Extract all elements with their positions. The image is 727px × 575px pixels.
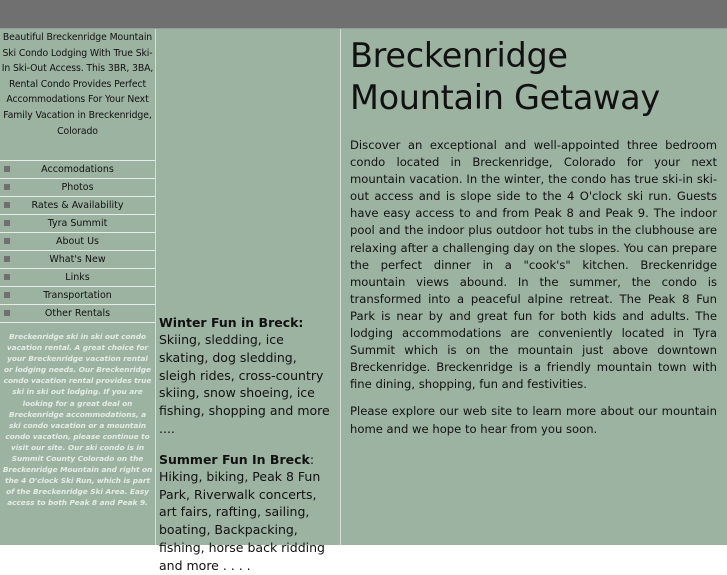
nav-label: Photos xyxy=(61,182,94,193)
nav-label: What's New xyxy=(49,254,106,265)
title-line-1: Breckenridge xyxy=(350,36,568,75)
nav-item-whats-new[interactable] xyxy=(0,251,155,269)
nav-item-about-us[interactable] xyxy=(0,233,155,251)
title-line-2: Mountain Getaway xyxy=(350,78,660,117)
description-paragraph-2: Please explore our web site to learn more about our mountain home and we hope to hear from you soon. xyxy=(350,404,717,436)
bullet-icon xyxy=(4,274,10,280)
winter-section xyxy=(159,314,337,438)
middle-column xyxy=(156,29,341,573)
nav-label: Other Rentals xyxy=(44,308,111,319)
nav-label: Links xyxy=(65,272,90,283)
nav-item-other-rentals[interactable] xyxy=(0,305,155,323)
summer-heading-colon: : xyxy=(309,451,315,467)
navigation-menu xyxy=(0,160,155,323)
bullet-icon xyxy=(4,202,10,208)
nav-label: Tyra Summit xyxy=(47,218,108,229)
nav-item-rates[interactable] xyxy=(0,197,155,215)
nav-label: Rates & Availability xyxy=(31,200,124,211)
bullet-icon xyxy=(4,184,10,190)
nav-label: Transportation xyxy=(43,290,112,301)
activities xyxy=(159,314,337,575)
summer-section xyxy=(159,451,337,575)
left-sidebar xyxy=(0,29,156,545)
seo-description: Breckenridge ski in ski out condo vacation rental. A great choice for your Breckenridge vacation rental or lodging needs. Our Breckenridge condo vacation rental provides true ski in ski out lodging. If you are looking for a great deal on Breckenridge accommodations, a ski condo vacation or a mountain condo vacation, please continue to visit our site. Our ski condo is in Summit County Colorado on the Breckenridge Mountain and right on the 4 O'clock Ski Run, which is part of the Breckenridge Ski Area. Easy access to both Peak 8 and Peak 9. xyxy=(2,332,153,508)
description-paragraph-1: Discover an exceptional and well-appointed three bedroom condo located in Breckenridge, Colorado for your next mountain vacation. In the winter, the condo has true ski-in ski-out access and is slope side to the 4 O'clock ski run. Guests have easy access to and from Peak 8 and Peak 9. The indoor pool and the indoor plus outdoor hot tubs in the clubhouse are relaxing after a challenging day on the slopes. You can prepare the perfect dinner in a "cook's" kitchen. Breckenridge mountain views abound. In the summer, the condo is transformed into a peaceful alpine retreat. The Peak 8 Fun Park is near by and great fun for both kids and adults. The lodging accommodations are conveniently located in Tyra Summit which is on the mountain just above downtown Breckenridge. Breckenridge is a friendly mountain town with fine dining, shopping, fun and festivities. xyxy=(350,138,717,392)
bullet-icon xyxy=(4,310,10,316)
winter-text: Skiing, sledding, ice skating, dog sledding, sleigh rides, cross-country skiing, snow shoeing, ice fishing, shopping and more .... xyxy=(159,332,330,436)
bullet-icon xyxy=(4,256,10,262)
main-content xyxy=(341,29,727,545)
page-title xyxy=(350,35,727,119)
nav-item-tyra-summit[interactable] xyxy=(0,215,155,233)
bullet-icon xyxy=(4,220,10,226)
winter-heading: Winter Fun in Breck: xyxy=(159,315,304,330)
nav-item-links[interactable] xyxy=(0,269,155,287)
summer-heading-label: Summer Fun In Breck xyxy=(159,451,310,467)
description xyxy=(350,137,717,438)
bullet-icon xyxy=(4,166,10,172)
bullet-icon xyxy=(4,238,10,244)
nav-label: Accomodations xyxy=(41,164,114,175)
summer-text: Hiking, biking, Peak 8 Fun Park, Riverwalk concerts, art fairs, rafting, sailing, boating, Backpacking, fishing, horse back ridding and more . . . . xyxy=(159,468,325,573)
bullet-icon xyxy=(4,292,10,298)
summer-heading xyxy=(159,451,337,468)
nav-label: About Us xyxy=(55,236,99,247)
intro-text: Beautiful Breckenridge Mountain Ski Condo Lodging With True Ski-In Ski-Out Access. This 3BR, 3BA, Rental Condo Provides Perfect Accommodations For Your Next Family Vacation in Breckenridge, Colorado xyxy=(1,32,154,137)
top-banner xyxy=(0,0,727,29)
nav-item-photos[interactable] xyxy=(0,179,155,197)
nav-item-accomodations[interactable] xyxy=(0,161,155,179)
nav-item-transportation[interactable] xyxy=(0,287,155,305)
